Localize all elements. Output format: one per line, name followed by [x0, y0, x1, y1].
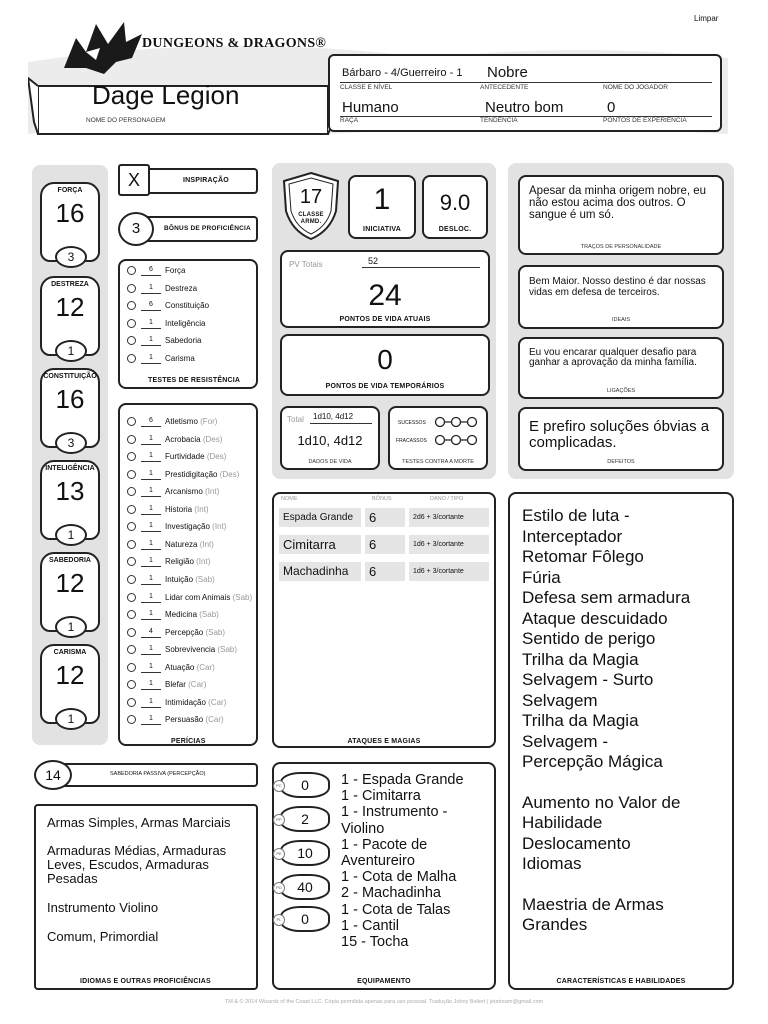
ability-name: SABEDORIA — [48, 557, 91, 564]
proficiency-line: Armaduras Médias, Armaduras Leves, Escudos, Armaduras Pesadas — [47, 843, 227, 886]
skill-attribute: (Sab) — [205, 627, 226, 637]
passive-perception-value[interactable]: 14 — [34, 760, 72, 790]
equipment-list[interactable] — [341, 772, 491, 950]
saving-throw-row[interactable] — [127, 318, 252, 330]
saving-throw-row[interactable] — [127, 353, 252, 365]
skill-value[interactable]: 1 — [141, 556, 161, 567]
dragon-logo-icon — [56, 18, 146, 76]
attack-row[interactable] — [279, 562, 489, 581]
skill-row[interactable] — [127, 627, 252, 639]
attack-name[interactable]: Espada Grande — [279, 508, 361, 527]
ability-modifier[interactable]: 1 — [55, 708, 87, 730]
inspiration-value[interactable]: X — [118, 164, 150, 196]
feature-line: Trilha da Magia — [522, 711, 639, 730]
skill-row[interactable] — [127, 644, 252, 656]
skill-name: Atuação — [165, 662, 195, 672]
feature-spacer — [522, 875, 732, 895]
skill-attribute: (Des) — [219, 469, 240, 479]
skill-row[interactable] — [127, 486, 252, 498]
feature-line: Fúria — [522, 567, 561, 587]
saving-throw-name: Destreza — [165, 283, 198, 293]
skill-row[interactable] — [127, 609, 252, 621]
death-successes-label: SUCESSOS — [398, 420, 426, 426]
flaws-value[interactable]: E prefiro soluções óbvias a complicadas. — [529, 418, 710, 451]
feature-line: Estilo de luta - — [522, 506, 630, 525]
ability-modifier[interactable]: 1 — [55, 524, 87, 546]
race-value[interactable]: Humano — [342, 99, 399, 116]
feature-line: Retomar Fôlego — [522, 547, 644, 566]
clear-button[interactable]: Limpar — [694, 14, 719, 23]
proficiency-circle-icon[interactable] — [127, 336, 136, 345]
skill-name: Acrobacia — [165, 434, 201, 444]
equipment-item[interactable]: 1 - Cantil — [341, 917, 400, 934]
ability-modifier[interactable]: 3 — [55, 432, 87, 454]
coin-value[interactable]: 0 — [301, 777, 309, 793]
proficiency-value[interactable]: 3 — [118, 212, 154, 246]
class-level-label: CLASSE E NÍVEL — [340, 84, 393, 91]
attack-name[interactable]: Machadinha — [279, 562, 361, 581]
saving-throw-value[interactable]: 1 — [141, 283, 161, 294]
attack-damage[interactable]: 2d6 + 3/cortante — [409, 508, 489, 527]
skill-name-wrap — [165, 504, 209, 516]
equipment-item[interactable]: Aventureiro — [341, 853, 415, 870]
skill-name: Medicina — [165, 610, 198, 620]
proficiency-circle-icon[interactable] — [127, 470, 136, 479]
skill-attribute: (Des) — [202, 434, 223, 444]
attacks-col-damage: DANO / TIPO — [430, 496, 464, 502]
player-name-label: NOME DO JOGADOR — [603, 84, 669, 91]
proficiency-line: Armas Simples, Armas Marciais — [47, 815, 231, 830]
skill-name: Furtividade — [165, 452, 205, 462]
hp-current-label: PONTOS DE VIDA ATUAIS — [339, 316, 431, 323]
skill-value[interactable]: 1 — [141, 662, 161, 673]
proficiency-label: BÔNUS DE PROFICIÊNCIA — [164, 225, 251, 232]
skill-name: Sobrevivencia — [165, 645, 216, 655]
initiative-label: INICIATIVA — [363, 226, 401, 233]
skill-row[interactable] — [127, 714, 252, 726]
skill-name: Intuição — [165, 574, 194, 584]
equipment-item[interactable]: 1 - Instrumento - — [341, 804, 448, 821]
saving-throw-name: Força — [165, 266, 186, 275]
saving-throw-value[interactable]: 1 — [141, 353, 161, 364]
features-list[interactable] — [522, 506, 732, 936]
coin-field[interactable] — [276, 772, 330, 798]
ability-wisdom — [40, 552, 100, 632]
background-label: ANTECEDENTE — [480, 84, 529, 91]
xp-label: PONTOS DE EXPERIÊNCIA — [603, 117, 687, 124]
proficiency-circle-icon[interactable] — [127, 266, 136, 275]
skill-name-wrap — [165, 644, 237, 656]
skill-row[interactable] — [127, 521, 252, 533]
ability-score[interactable]: 13 — [55, 476, 85, 506]
skill-name-wrap — [165, 679, 206, 691]
armor-class-value[interactable]: 17 — [299, 186, 323, 208]
hp-current-value[interactable]: 24 — [368, 279, 402, 312]
skill-attribute: (Int) — [199, 539, 214, 549]
proficiency-circle-icon[interactable] — [127, 505, 136, 514]
equipment-item[interactable]: 1 - Cimitarra — [341, 788, 421, 805]
skill-name: Persuasão — [165, 715, 204, 725]
traits-value[interactable]: Apesar da minha origem nobre, eu não estou acima dos outros. O sangue é um só. — [529, 185, 707, 221]
inspiration-label: INSPIRAÇÃO — [183, 177, 229, 184]
feature-line: Sentido de perigo — [522, 629, 656, 648]
skill-name: Historia — [165, 504, 193, 514]
alignment-value[interactable]: Neutro bom — [485, 99, 564, 116]
passive-perception-label: SABEDORIA PASSIVA (PERCEPÇÃO) — [110, 771, 206, 777]
skill-value[interactable]: 1 — [141, 644, 161, 655]
hp-max-value[interactable]: 52 — [368, 256, 379, 266]
skill-value[interactable]: 1 — [141, 574, 161, 585]
class-level-value[interactable]: Bárbaro - 4/Guerreiro - 1 — [342, 67, 463, 79]
skill-value[interactable]: 1 — [141, 679, 161, 690]
feature-line: Defesa sem armadura — [522, 588, 691, 607]
ability-charisma — [40, 644, 100, 724]
feature-line: Interceptador — [522, 526, 623, 546]
hit-dice-total-line — [310, 423, 372, 424]
skill-value[interactable]: 1 — [141, 451, 161, 462]
skill-attribute: (Sab) — [217, 645, 238, 655]
background-value[interactable]: Nobre — [487, 64, 528, 81]
saving-throw-name: Sabedoria — [165, 336, 202, 346]
ability-name: FORÇA — [57, 187, 83, 194]
coin-field[interactable] — [276, 840, 330, 866]
skill-name: Intimidação — [165, 697, 206, 707]
feature-line: Aumento no Valor de — [522, 792, 681, 812]
skill-attribute: (Car) — [188, 680, 207, 690]
proficiency-circle-icon[interactable] — [127, 628, 136, 637]
proficiency-circle-icon[interactable] — [127, 417, 136, 426]
proficiency-circle-icon[interactable] — [127, 610, 136, 619]
skill-name-wrap — [165, 714, 224, 726]
skill-attribute: (Car) — [205, 715, 224, 725]
proficiency-circle-icon[interactable] — [127, 663, 136, 672]
proficiency-circle-icon[interactable] — [127, 575, 136, 584]
coin-label: PO — [273, 882, 285, 894]
skill-value[interactable]: 1 — [141, 592, 161, 603]
skill-row[interactable] — [127, 539, 252, 551]
equipment-item[interactable]: 1 - Espada Grande — [341, 772, 464, 788]
skill-attribute: (For) — [200, 417, 218, 426]
skill-name-wrap — [165, 574, 215, 586]
proficiency-circle-icon[interactable] — [127, 354, 136, 363]
features-title: CARACTERÍSTICAS E HABILIDADES — [556, 978, 686, 985]
skill-attribute: (Sab) — [232, 592, 253, 602]
feature-line: Deslocamento — [522, 833, 631, 853]
feature-line: Idiomas — [522, 854, 582, 873]
hit-dice-total-value[interactable]: 1d10, 4d12 — [313, 412, 354, 421]
skill-row[interactable] — [127, 416, 252, 428]
saving-throw-value[interactable]: 1 — [141, 318, 161, 329]
ability-modifier[interactable]: 3 — [55, 246, 87, 268]
alignment-label: TENDÊNCIA — [480, 117, 518, 124]
skill-name: Investigação — [165, 522, 210, 532]
feature-line: Selvagem - — [522, 731, 608, 751]
attacks-col-name: NOME — [281, 496, 298, 502]
skill-attribute: (Des) — [206, 452, 227, 462]
attack-row[interactable] — [279, 535, 489, 554]
coin-label: PL — [273, 914, 285, 926]
skill-value[interactable]: 6 — [141, 416, 161, 427]
skill-row[interactable] — [127, 434, 252, 446]
proficiency-circle-icon[interactable] — [127, 645, 136, 654]
equipment-item[interactable]: 1 - Pacote de — [341, 836, 428, 853]
skill-attribute: (Sab) — [195, 574, 215, 584]
skill-name: Blefar — [165, 680, 186, 690]
ideals-label: IDEAIS — [611, 317, 631, 323]
equipment-title: EQUIPAMENTO — [357, 978, 411, 985]
skill-name-wrap — [165, 486, 219, 498]
xp-value[interactable]: 0 — [607, 99, 616, 116]
saving-throw-name: Constituição — [165, 301, 210, 311]
hp-temp-value[interactable]: 0 — [377, 344, 393, 375]
race-label: RAÇA — [340, 117, 359, 124]
equipment-item[interactable]: 1 - Cota de Malha — [341, 869, 457, 886]
skill-value[interactable]: 1 — [141, 521, 161, 532]
skill-name-wrap — [165, 627, 225, 639]
skill-attribute: (Int) — [196, 557, 211, 567]
saving-throw-value[interactable]: 6 — [141, 300, 161, 311]
traits-label: TRAÇOS DE PERSONALIDADE — [580, 244, 662, 250]
equipment-item[interactable]: 1 - Cota de Talas — [341, 901, 451, 918]
proficiency-circle-icon[interactable] — [127, 593, 136, 602]
skill-name: Prestidigitação — [165, 469, 218, 479]
saving-throw-value[interactable]: 1 — [141, 335, 161, 346]
feature-line: Percepção Mágica — [522, 752, 663, 771]
saving-throw-name: Inteligência — [165, 318, 206, 328]
skill-attribute: (Car) — [208, 697, 227, 707]
ability-modifier[interactable]: 1 — [55, 340, 87, 362]
initiative-value[interactable]: 1 — [373, 183, 391, 216]
ability-name: INTELIGÊNCIA — [45, 465, 95, 472]
proficiency-circle-icon[interactable] — [127, 301, 136, 310]
attack-name[interactable]: Cimitarra — [279, 535, 361, 554]
attack-bonus[interactable]: 6 — [365, 508, 405, 527]
coin-value[interactable]: 0 — [301, 911, 309, 927]
attacks-title: ATAQUES E MAGIAS — [347, 738, 421, 745]
ability-strength — [40, 182, 100, 262]
hp-max-line — [362, 267, 480, 268]
saving-throw-row[interactable] — [127, 265, 252, 277]
coin-field[interactable] — [276, 874, 330, 900]
attack-bonus[interactable]: 6 — [365, 535, 405, 554]
skill-value[interactable]: 1 — [141, 609, 161, 620]
skill-name-wrap — [165, 469, 239, 481]
skill-attribute: (Int) — [212, 522, 227, 532]
proficiency-circle-icon[interactable] — [127, 487, 136, 496]
ability-name: DESTREZA — [51, 281, 89, 288]
skill-value[interactable]: 1 — [141, 469, 161, 480]
hit-dice-label: DADOS DE VIDA — [308, 459, 352, 465]
proficiencies-title: IDIOMAS E OUTRAS PROFICIÊNCIAS — [80, 978, 211, 985]
skill-name-wrap — [165, 539, 214, 551]
proficiency-line: Instrumento Violino — [47, 900, 159, 915]
coin-label: PE — [273, 848, 285, 860]
skill-name: Natureza — [165, 539, 198, 549]
ability-score[interactable]: 12 — [55, 568, 85, 598]
skill-row[interactable] — [127, 451, 252, 463]
skill-name: Atletismo — [165, 417, 198, 426]
feature-line: Ataque descuidado — [522, 608, 668, 628]
ability-name: CONSTITUIÇÃO — [43, 373, 97, 380]
attack-damage[interactable]: 1d6 + 3/cortante — [409, 562, 489, 581]
skill-name-wrap — [165, 697, 226, 709]
skills-title: PERÍCIAS — [171, 738, 206, 745]
skill-name-wrap — [165, 521, 226, 533]
skill-name: Lidar com Animais — [165, 592, 231, 602]
saving-throw-row[interactable] — [127, 335, 252, 347]
proficiency-circle-icon[interactable] — [127, 680, 136, 689]
feature-line: Maestria de Armas — [522, 894, 664, 914]
skill-name: Percepção — [165, 627, 204, 637]
saving-throw-row[interactable] — [127, 300, 252, 312]
ability-score[interactable]: 16 — [55, 384, 85, 414]
death-saves-label: TESTES CONTRA A MORTE — [402, 459, 474, 465]
proficiency-circle-icon[interactable] — [127, 557, 136, 566]
dnd-logo-text: DUNGEONS & DRAGONS® — [142, 36, 327, 51]
proficiencies-box — [34, 804, 258, 990]
attacks-box — [272, 492, 496, 748]
equipment-item[interactable]: Violino — [341, 820, 385, 837]
skill-value[interactable]: 1 — [141, 697, 161, 708]
skill-attribute: (Sab) — [199, 610, 219, 620]
hit-dice-total-label: Total — [287, 415, 304, 424]
feature-line: Selvagem — [522, 690, 598, 710]
feature-line: Selvagem - Surto — [522, 670, 654, 689]
skill-name-wrap — [165, 662, 215, 674]
skill-name-wrap — [165, 556, 210, 568]
header-line-1 — [340, 82, 712, 83]
bonds-label: LIGAÇÕES — [606, 388, 636, 394]
skill-row[interactable] — [127, 556, 252, 568]
skill-row[interactable] — [127, 574, 252, 586]
skill-row[interactable] — [127, 662, 252, 674]
skill-attribute: (Car) — [196, 662, 215, 672]
bonds-value[interactable]: Eu vou encarar qualquer desafio para ganhar a aprovação da minha família. — [529, 347, 697, 368]
death-saves-circles[interactable] — [432, 414, 482, 448]
skill-row[interactable] — [127, 592, 252, 604]
proficiency-circle-icon[interactable] — [127, 715, 136, 724]
skill-row[interactable] — [127, 679, 252, 691]
skill-row[interactable] — [127, 697, 252, 709]
speed-label: DESLOC. — [438, 226, 472, 233]
skill-value[interactable]: 1 — [141, 434, 161, 445]
proficiency-circle-icon[interactable] — [127, 319, 136, 328]
skill-attribute: (Int) — [205, 487, 220, 497]
ability-constitution — [40, 368, 100, 448]
saving-throw-value[interactable]: 6 — [141, 265, 161, 276]
feature-line: Trilha da Magia — [522, 649, 639, 669]
attacks-col-bonus: BÔNUS — [372, 496, 392, 502]
feature-line: Habilidade — [522, 813, 603, 832]
equipment-item[interactable]: 2 - Machadinha — [341, 885, 441, 902]
skill-value[interactable]: 4 — [141, 627, 161, 638]
coin-value[interactable]: 40 — [297, 879, 313, 895]
ability-intelligence — [40, 460, 100, 540]
saving-throw-name: Carisma — [165, 354, 195, 363]
death-failures-label: FRACASSOS — [396, 438, 427, 444]
skill-name-wrap — [165, 609, 219, 621]
coin-label: PP — [273, 814, 285, 826]
skill-row[interactable] — [127, 469, 252, 481]
hit-dice-value[interactable]: 1d10, 4d12 — [297, 433, 363, 448]
proficiency-circle-icon[interactable] — [127, 435, 136, 444]
character-name[interactable]: Dage Legion — [92, 80, 240, 110]
ability-modifier[interactable]: 1 — [55, 616, 87, 638]
attack-bonus[interactable]: 6 — [365, 562, 405, 581]
feature-line: Grandes — [522, 915, 588, 934]
skill-value[interactable]: 1 — [141, 539, 161, 550]
skill-row[interactable] — [127, 504, 252, 516]
skill-value[interactable]: 1 — [141, 504, 161, 515]
ability-name: CARISMA — [53, 649, 87, 656]
skill-name-wrap — [165, 416, 217, 428]
skill-name: Arcanismo — [165, 487, 203, 497]
skill-name-wrap — [165, 592, 252, 604]
skill-name-wrap — [165, 451, 226, 463]
coin-value[interactable]: 10 — [297, 845, 313, 861]
saving-throws-title: TESTES DE RESISTÊNCIA — [148, 377, 241, 384]
ability-dexterity — [40, 276, 100, 356]
skill-attribute: (Int) — [194, 504, 209, 514]
proficiency-circle-icon[interactable] — [127, 452, 136, 461]
hp-max-label: PV Totais — [289, 260, 323, 269]
ideals-value[interactable]: Bem Maior. Nosso destino é dar nossas vidas em defesa de terceiros. — [529, 276, 706, 298]
skill-value[interactable]: 1 — [141, 714, 161, 725]
ability-score[interactable]: 12 — [55, 292, 85, 322]
ability-score[interactable]: 16 — [55, 198, 85, 228]
proficiency-circle-icon[interactable] — [127, 522, 136, 531]
equipment-item[interactable]: 15 - Tocha — [341, 934, 409, 951]
proficiency-line: Comum, Primordial — [47, 929, 159, 944]
footer-copyright: TM & © 2014 Wizards of the Coast LLC. Cópia permitida apenas para uso pessoal. Tradução Johny Boliert | jetstream@gmail.com — [224, 999, 544, 1005]
armor-class-label: CLASSE ARMD. — [298, 212, 324, 225]
coin-label: PC — [273, 780, 285, 792]
ability-score[interactable]: 12 — [55, 660, 85, 690]
hp-temp-label: PONTOS DE VIDA TEMPORÁRIOS — [325, 383, 445, 390]
skill-name: Religião — [165, 557, 194, 567]
proficiency-circle-icon[interactable] — [127, 540, 136, 549]
speed-value[interactable]: 9.0 — [439, 190, 471, 215]
saving-throw-row[interactable] — [127, 283, 252, 295]
coin-field[interactable] — [276, 906, 330, 932]
coin-field[interactable] — [276, 806, 330, 832]
skill-name-wrap — [165, 434, 222, 446]
character-name-label: NOME DO PERSONAGEM — [86, 117, 166, 124]
skill-value[interactable]: 1 — [141, 486, 161, 497]
attack-row[interactable] — [279, 508, 489, 527]
coin-value[interactable]: 2 — [301, 811, 309, 827]
feature-spacer — [522, 773, 732, 793]
proficiency-circle-icon[interactable] — [127, 284, 136, 293]
flaws-label: DEFEITOS — [607, 459, 635, 465]
attack-damage[interactable]: 1d6 + 3/cortante — [409, 535, 489, 554]
proficiency-circle-icon[interactable] — [127, 698, 136, 707]
